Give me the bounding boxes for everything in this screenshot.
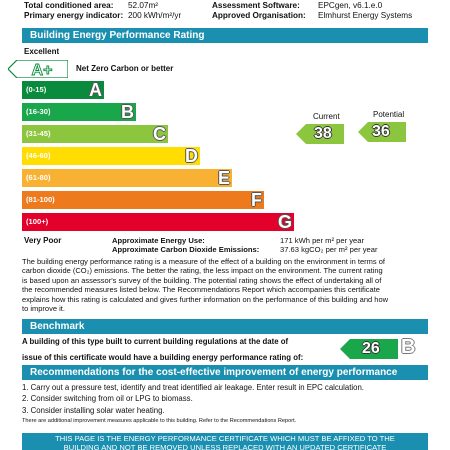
band-letter: D [185,146,198,166]
software-label: Assessment Software: [212,1,300,10]
benchmark-text-line: issue of this certificate would have a building energy performance rating of: [22,353,304,362]
excellent-label: Excellent [24,47,60,56]
band-e [22,169,232,187]
benchmark-text [22,334,342,366]
band-letter: B [121,102,134,122]
band-f [22,191,264,209]
recommendations-note: There are additional improvement measures applicable to this building. Refer to the Recommendations Report. [22,418,297,424]
band-letter: F [251,190,262,210]
recommendation-item: 1. Carry out a pressure test, identify and treat identified air leakage. Enter result in EPC calculation. [22,383,364,392]
energy-use-value: 171 kWh per m² per year [280,236,364,245]
band-letter: A [89,80,102,100]
footer-line: BUILDING AND NOT BE REMOVED UNLESS REPLACED WITH AN UPDATED CERTIFICATE [63,443,387,450]
aplus-arrow-icon [8,60,68,78]
current-rating-value: 38 [314,125,332,142]
band-letter: G [277,212,292,232]
band-range: (0-15) [26,85,47,94]
band-a [22,81,104,99]
band-g [22,213,294,231]
potential-label: Potential [373,110,405,119]
benchmark-letter: B [401,336,416,358]
rating-description [22,257,432,313]
organisation-label: Approved Organisation: [212,11,306,20]
benchmark-rating-value: 26 [362,340,380,357]
description-line: explains how this rating is calculated and gives further information on the performance of this building and how [22,294,389,304]
band-range: (46-60) [26,151,51,160]
description-line: carbon dioxide (CO₂) emissions. The better the rating, the less impact on the environment. The current rating [22,266,383,276]
description-line: is based upon an assessor's survey of the building. The potential rating shows the effect of undertaking all of [22,275,382,285]
certificate-top-info [24,0,434,24]
floor-area-label: Total conditioned area: [24,1,114,10]
organisation-value: Elmhurst Energy Systems [318,11,413,20]
floor-area-value: 52.07m² [128,1,159,10]
aplus-letter: A+ [31,62,53,78]
band-c [22,125,168,143]
software-value: EPCgen, v6.1.e.0 [318,1,383,10]
band-range: (61-80) [26,173,51,182]
aplus-band [8,60,68,78]
benchmark-rating-arrow [340,339,398,359]
floor-area-row [24,1,434,11]
description-line: The building energy performance rating is a measure of the effect of a building on the environment in terms of [22,257,385,266]
band-range: (100+) [26,217,49,226]
benchmark-header: Benchmark [22,319,428,334]
description-line: to improve it. [22,304,65,314]
potential-rating-arrow [358,122,406,142]
description-line: the recommended measures listed below. The Recommendations Report which accompanies this certificate [22,285,380,295]
band-d [22,147,200,165]
footer-line: THIS PAGE IS THE ENERGY PERFORMANCE CERTIFICATE WHICH MUST BE AFFIXED TO THE [55,434,395,443]
certificate-footer-banner [22,433,428,450]
current-rating-arrow [296,124,344,144]
current-label: Current [313,112,340,121]
primary-energy-label: Primary energy indicator: [24,11,124,20]
primary-energy-value: 200 kWh/m²/yr [128,11,182,20]
band-range: (31-45) [26,129,51,138]
co2-label: Approximate Carbon Dioxide Emissions: [112,245,260,254]
recommendation-item: 3. Consider installing solar water heating. [22,406,165,415]
recommendations-header: Recommendations for the cost-effective improvement of energy performance [22,365,428,380]
band-letter: E [217,168,230,188]
energy-use-label: Approximate Energy Use: [112,236,205,245]
co2-value: 37.63 kgCO₂ per m² per year [280,245,378,254]
primary-energy-row [24,11,434,21]
rating-section-header: Building Energy Performance Rating [22,28,428,43]
band-range: (16-30) [26,107,51,116]
band-b [22,103,136,121]
potential-rating-value: 36 [372,123,390,140]
band-letter: C [153,124,166,144]
recommendation-item: 2. Consider switching from oil or LPG to biomass. [22,394,193,403]
very-poor-label: Very Poor [24,236,62,245]
band-range: (81-100) [26,195,55,204]
aplus-description: Net Zero Carbon or better [76,64,174,73]
benchmark-text-line: A building of this type built to current building regulations at the date of [22,337,289,346]
